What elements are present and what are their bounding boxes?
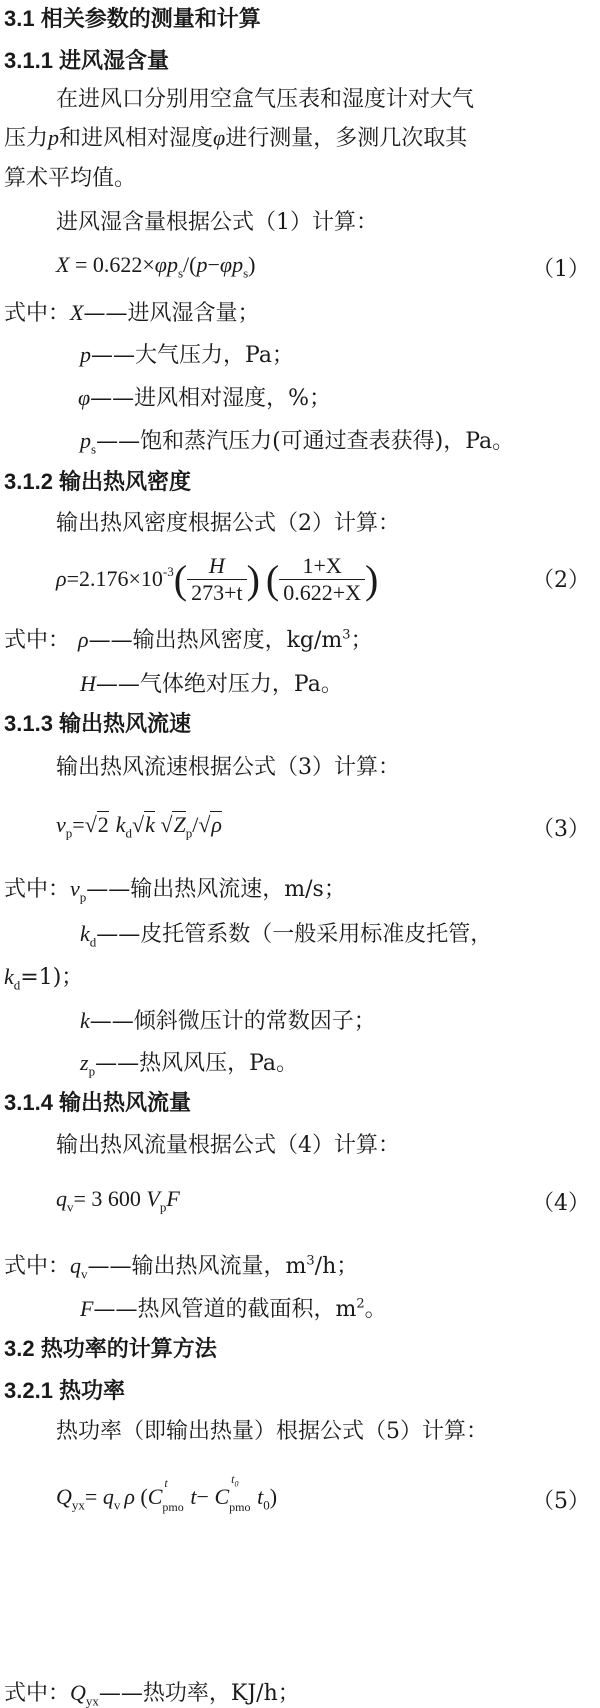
paragraph-line: 进风湿含量根据公式（1）计算： [56,210,378,235]
definition-line: H——气体绝对压力，Pa。 [80,671,343,697]
equation-3: $v_p=√2$ $k_d√k$ $√Z_p/√\rho$ [56,812,222,841]
fraction: $\frac{1+X}{0.622+X}$ [279,553,365,606]
definition-line: $z_p——$热风风压，Pa。 [80,1050,298,1079]
definition-line: $k_d=1$)； [4,964,84,993]
equation-number: （2） [532,568,590,593]
fraction: $\frac{H}{273+t}$ [187,553,247,606]
definition-line: 式中：X——进风湿含量； [4,300,260,326]
paragraph-line: 压力p和进风相对湿度φ进行测量，多测几次取其 [4,125,468,151]
definition-line: φ——进风相对湿度，%； [78,385,332,411]
section-heading-3-1-1: 3.1.1 进风湿含量 [4,48,170,73]
definition-line: 式中：$q_v——$输出热风流量，$m^3/h$； [4,1253,359,1282]
equation-number: （4） [532,1191,590,1216]
section-heading-3-1: 3.1 相关参数的测量和计算 [4,6,261,31]
section-heading-3-1-2: 3.1.2 输出热风密度 [4,469,192,494]
definition-line: 式中：$v_p——$输出热风流速，m/s； [4,876,346,905]
definition-line: $k_d——$皮托管系数（一般采用标准皮托管， [80,921,493,950]
definition-line: p——大气压力，Pa； [80,342,294,368]
equation-5: $Q_{yx}= q_v$ ρ (C t pmo t− C $t_0$ pmo $t_0$) [56,1472,278,1514]
equation-4: $q_v= 3$ 600 $V_pF$ [56,1186,180,1215]
equation-1: $X = 0.622\times\varphi p_s/(p-\varphi p_s)$ [56,252,256,281]
paragraph-line: 输出热风密度根据公式（2）计算： [56,511,400,536]
definition-line: $p_s——$饱和蒸汽压力(可通过查表获得)，Pa。 [80,428,515,457]
definition-line: 式中：$Q_{yx}——$热功率，KJ/h； [4,1680,300,1708]
section-heading-3-2: 3.2 热功率的计算方法 [4,1336,217,1361]
equation-number: （1） [532,257,590,282]
equation-2: ρ =2.176×10 -3 ( $\frac{H}{273+t}$ ) ( $\frac{1+X}{0.622+X}$ ) [56,552,379,605]
paragraph-line: 输出热风流量根据公式（4）计算： [56,1133,400,1158]
section-heading-3-2-1: 3.2.1 热功率 [4,1378,126,1403]
definition-line: 式中： ρ——输出热风密度，$kg/m^3$； [4,627,373,653]
equation-number: （5） [532,1489,590,1514]
definition-line: k——倾斜微压计的常数因子； [80,1008,376,1034]
equation-number: （3） [532,817,590,842]
paragraph-line: 算术平均值。 [4,166,137,191]
section-heading-3-1-3: 3.1.3 输出热风流速 [4,711,192,736]
definition-line: F——热风管道的截面积，$m^2$。 [80,1296,387,1322]
paragraph-line: 在进风口分别用空盒气压表和湿度计对大气 [56,87,475,112]
paragraph-line: 输出热风流速根据公式（3）计算： [56,755,400,780]
section-heading-3-1-4: 3.1.4 输出热风流量 [4,1090,192,1115]
paragraph-line: 热功率（即输出热量）根据公式（5）计算： [56,1419,488,1444]
